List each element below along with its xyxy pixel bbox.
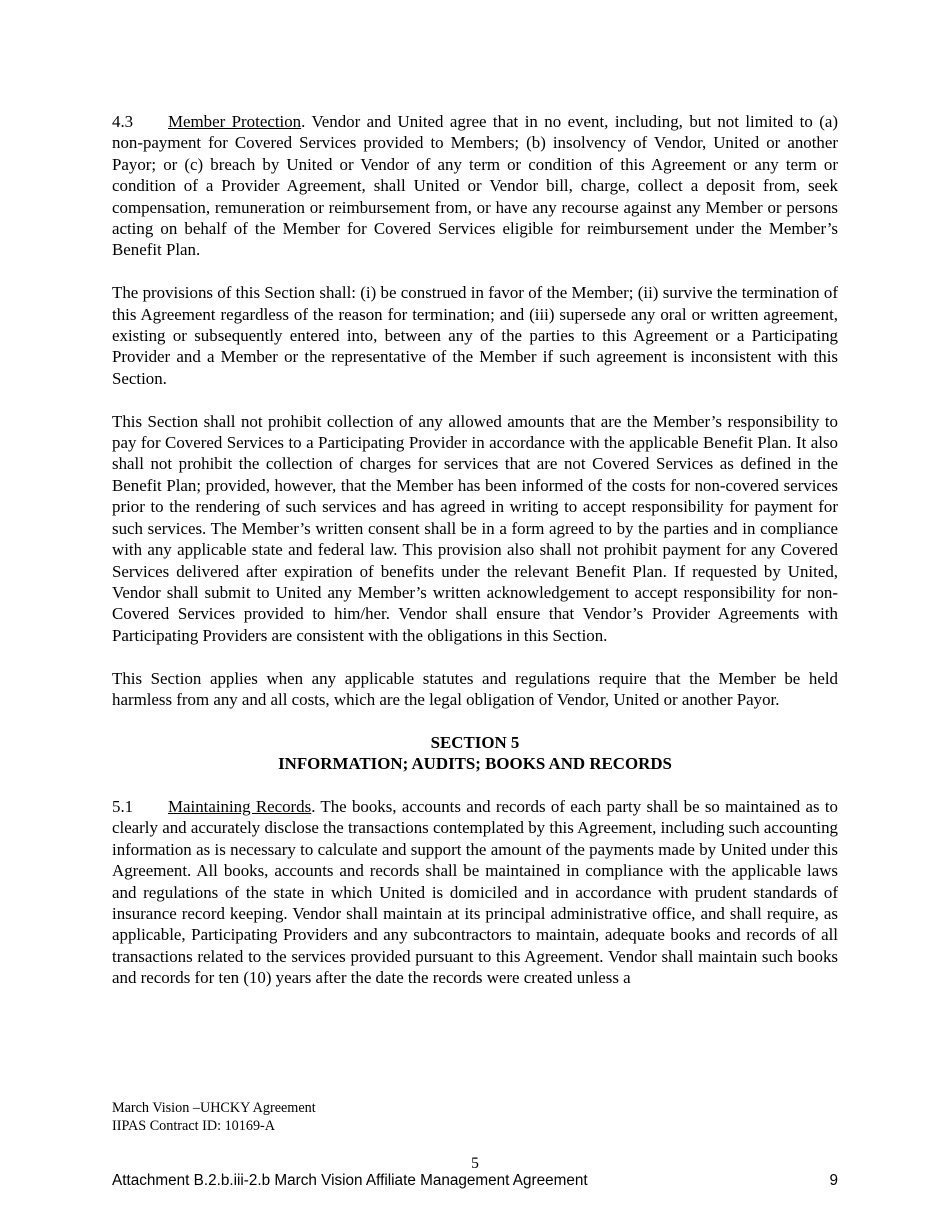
paragraph: The provisions of this Section shall: (i) be construed in favor of the Member; (ii) survive the termination of this Agreement regardless of the reason for termination; and (iii) supersede any oral or written agreement, existing or subsequently entered into, between any of the parties to this Agreement or a Participating Provider and a Member or the representative of the Member if such agreement is inconsistent with this Section. [112, 283, 838, 388]
section-text: . Vendor and United agree that in no event, including, but not limited to (a) non-payment for Covered Services provided to Members; (b) insolvency of Vendor, United or another Payor; or (c) breach by United or Vendor of any term or condition of this Agreement or any term or condition of a Provider Agreement, shall United or Vendor bill, charge, collect a deposit from, seek compensation, remuneration or reimbursement from, or have any recourse against any Member or persons acting on behalf of the Member for Covered Services eligible for reimbursement under the Member’s Benefit Plan. [112, 112, 838, 260]
heading-line-2: INFORMATION; AUDITS; BOOKS AND RECORDS [278, 754, 672, 774]
section-text: . The books, accounts and records of each party shall be so maintained as to clearly and accurately disclose the transactions contemplated by this Agreement, including such accounting information as is necessary to calculate and support the amount of the payments made by United under this Agreement. All books, accounts and records shall be maintained in compliance with the applicable laws and regulations of the state in which United is domiciled and in accordance with prudent standards of insurance record keeping. Vendor shall maintain at its principal administrative office, and shall require, as applicable, Participating Providers and any subcontractors to maintain, adequate books and records of all transactions related to the services provided pursuant to this Agreement. Vendor shall maintain such books and records for ten (10) years after the date the records were created unless a [112, 796, 838, 988]
section-4-3-paragraph [112, 111, 838, 261]
section-5-1-paragraph [112, 796, 838, 989]
attachment-page-number: 9 [829, 1172, 838, 1189]
section-5-heading [112, 732, 838, 775]
footer-left [112, 1099, 316, 1135]
paragraph: This Section applies when any applicable statutes and regulations require that the Member be held harmless from any and all costs, which are the legal obligation of Vendor, United or another Payor. [112, 668, 838, 709]
footer-contract-id: IIPAS Contract ID: 10169-A [112, 1118, 276, 1134]
page-number: 5 [471, 1155, 479, 1172]
document-body [112, 111, 838, 1010]
attachment-label: Attachment B.2.b.iii-2.b March Vision Affiliate Management Agreement [112, 1172, 588, 1189]
heading-line-1: SECTION 5 [430, 732, 520, 752]
paragraph: This Section shall not prohibit collection of any allowed amounts that are the Member’s responsibility to pay for Covered Services to a Participating Provider in accordance with the applicable Benefit Plan. It also shall not prohibit the collection of charges for services that are not Covered Services as defined in the Benefit Plan; provided, however, that the Member has been informed of the costs for non-covered services prior to the rendering of such services and has agreed in writing to accept responsibility for payment for such services. The Member’s written consent shall be in a form agreed to by the parties and in compliance with any applicable state and federal law. This provision also shall not prohibit payment for any Covered Services delivered after expiration of benefits under the relevant Benefit Plan. If requested by United, Vendor shall submit to United any Member’s written acknowledgement to accept responsibility for non-Covered Services provided to him/her. Vendor shall ensure that Vendor’s Provider Agreements with Participating Providers are consistent with the obligations in this Section. [112, 411, 838, 645]
section-title: Member Protection [168, 112, 302, 131]
footer-agreement-name: March Vision –UHCKY Agreement [112, 1100, 316, 1116]
section-title: Maintaining Records [168, 796, 312, 816]
section-number: 5.1 [112, 796, 134, 816]
section-number: 4.3 [112, 112, 134, 131]
